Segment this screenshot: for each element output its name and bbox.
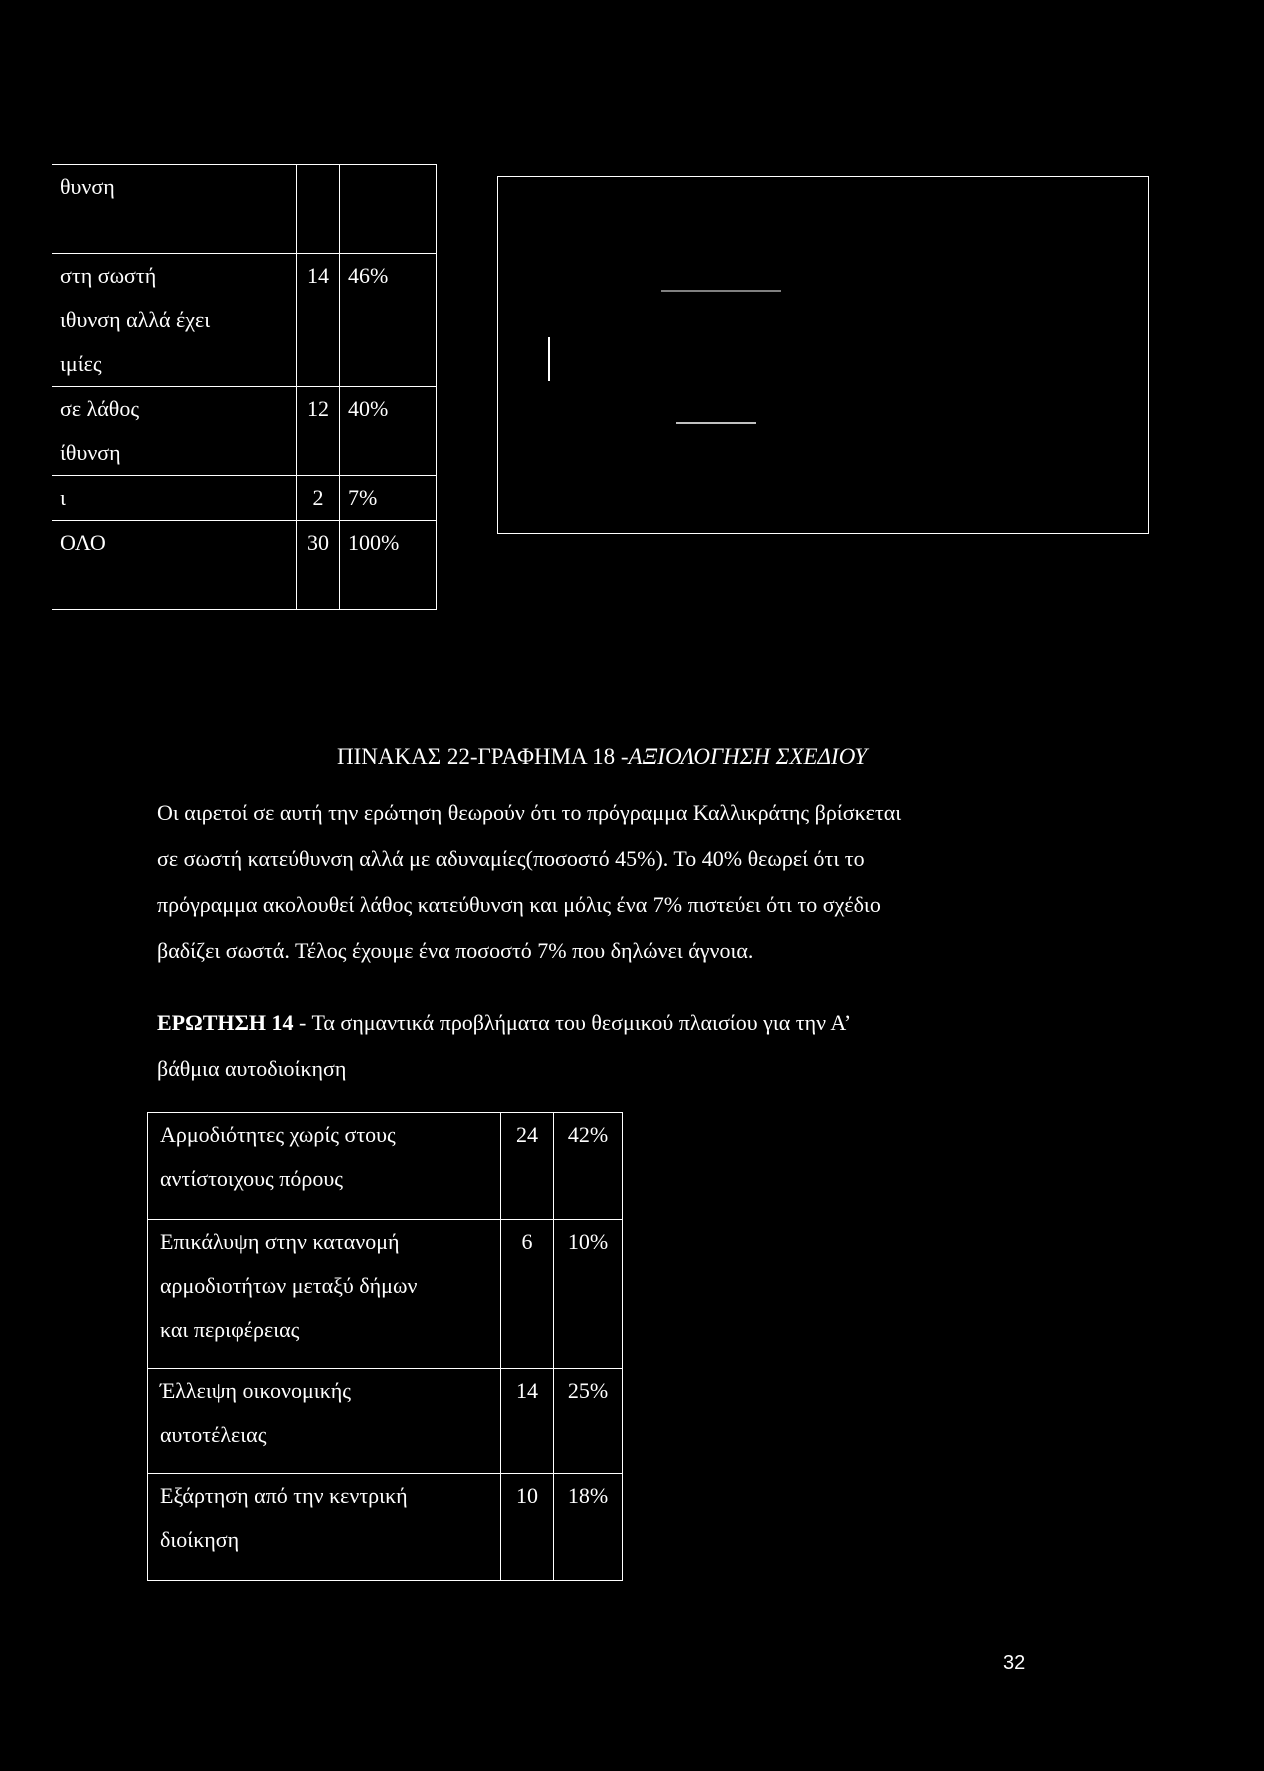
table-row [52,165,437,254]
row-label-line: διοίκηση [160,1527,240,1552]
page-number: 32 [1003,1652,1026,1674]
table-row [52,476,437,521]
table-row [52,521,437,610]
row-label [52,387,297,476]
percent-value: 46% [348,263,389,288]
question-number: ΕΡΩΤΗΣΗ 14 [157,1010,294,1035]
row-count [501,1220,554,1369]
row-label-line: αντίστοιχους πόρους [160,1166,343,1191]
row-percent [554,1474,623,1581]
caption-italic: ΑΞΙΟΛΟΓΗΣΗ ΣΧΕΔΙΟΥ [628,744,868,769]
percent-value: 42% [567,1122,609,1147]
row-label-line: ιθυνση αλλά έχει [60,307,211,332]
body-paragraph [157,790,1057,974]
count-value: 10 [516,1483,538,1508]
row-percent [340,476,437,521]
row-label [52,254,297,387]
row-label-line: στη σωστή [60,263,157,288]
row-count [297,165,340,254]
percent-value: 7% [348,485,378,510]
row-percent [554,1113,623,1220]
percent-value: 18% [567,1483,609,1508]
row-label-line: ι [60,485,66,510]
row-label [52,521,297,610]
row-count [501,1474,554,1581]
count-value: 12 [307,396,329,421]
row-label [52,476,297,521]
paragraph-line: πρόγραμμα ακολουθεί λάθος κατεύθυνση και μόλις ένα 7% πιστεύει ότι το σχέδιο [157,892,881,917]
row-count [501,1113,554,1220]
question-text-line2: βάθμια αυτοδιοίκηση [157,1056,347,1081]
count-value: 6 [521,1229,533,1254]
row-percent [554,1220,623,1369]
row-label [148,1220,501,1369]
row-percent [340,387,437,476]
caption-prefix: ΠΙΝΑΚΑΣ 22-ΓΡΑΦΗΜΑ 18 - [337,744,629,769]
row-label-line: ιμίες [60,351,102,376]
row-label [148,1474,501,1581]
row-label-line: αρμοδιοτήτων μεταξύ δήμων [160,1273,418,1298]
row-label-line: θυνση [60,174,115,199]
row-label-line: αυτοτέλειας [160,1422,267,1447]
row-label-line: Έλλειψη οικονομικής [160,1378,352,1403]
row-label [148,1113,501,1220]
count-value: 14 [307,263,329,288]
percent-value: 40% [348,396,389,421]
row-count [297,476,340,521]
row-count [297,387,340,476]
count-value: 30 [307,530,329,555]
row-label-line: σε λάθος [60,396,140,421]
row-label-line: και περιφέρειας [160,1317,300,1342]
table-row [148,1220,623,1369]
row-percent [340,521,437,610]
row-label-line: Επικάλυψη στην κατανομή [160,1229,400,1254]
table-row [148,1113,623,1220]
count-value: 2 [312,485,324,510]
figure-caption [337,744,867,770]
count-value: 14 [516,1378,538,1403]
row-count [297,254,340,387]
row-label [52,165,297,254]
percent-value: 10% [567,1229,609,1254]
problems-table [147,1112,623,1581]
row-label-line: Εξάρτηση από την κεντρική [160,1483,408,1508]
percent-value: 25% [567,1378,609,1403]
table-row [148,1474,623,1581]
row-label [148,1369,501,1474]
row-label-line: ΟΛΟ [60,530,106,555]
table-row [148,1369,623,1474]
chart-remnants [498,177,1148,533]
table-row [52,254,437,387]
question-heading [157,1000,1057,1092]
row-percent [340,254,437,387]
paragraph-line: Οι αιρετοί σε αυτή την ερώτηση θεωρούν ότι το πρόγραμμα Καλλικράτης βρίσκεται [157,800,902,825]
chart-frame [497,176,1149,534]
question-text: - Τα σημαντικά προβλήματα του θεσμικού πλαισίου για την Α’ [293,1010,852,1035]
row-label-line: Αρμοδιότητες χωρίς στους [160,1122,396,1147]
row-label-line: ίθυνση [60,440,121,465]
row-count [501,1369,554,1474]
row-count [297,521,340,610]
paragraph-line: βαδίζει σωστά. Τέλος έχουμε ένα ποσοστό 7% που δηλώνει άγνοια. [157,938,754,963]
evaluation-table [52,164,437,610]
table-row [52,387,437,476]
count-value: 24 [516,1122,538,1147]
percent-value: 100% [348,530,400,555]
row-percent [340,165,437,254]
row-percent [554,1369,623,1474]
paragraph-line: σε σωστή κατεύθυνση αλλά με αδυναμίες(ποσοστό 45%). Το 40% θεωρεί ότι το [157,846,865,871]
